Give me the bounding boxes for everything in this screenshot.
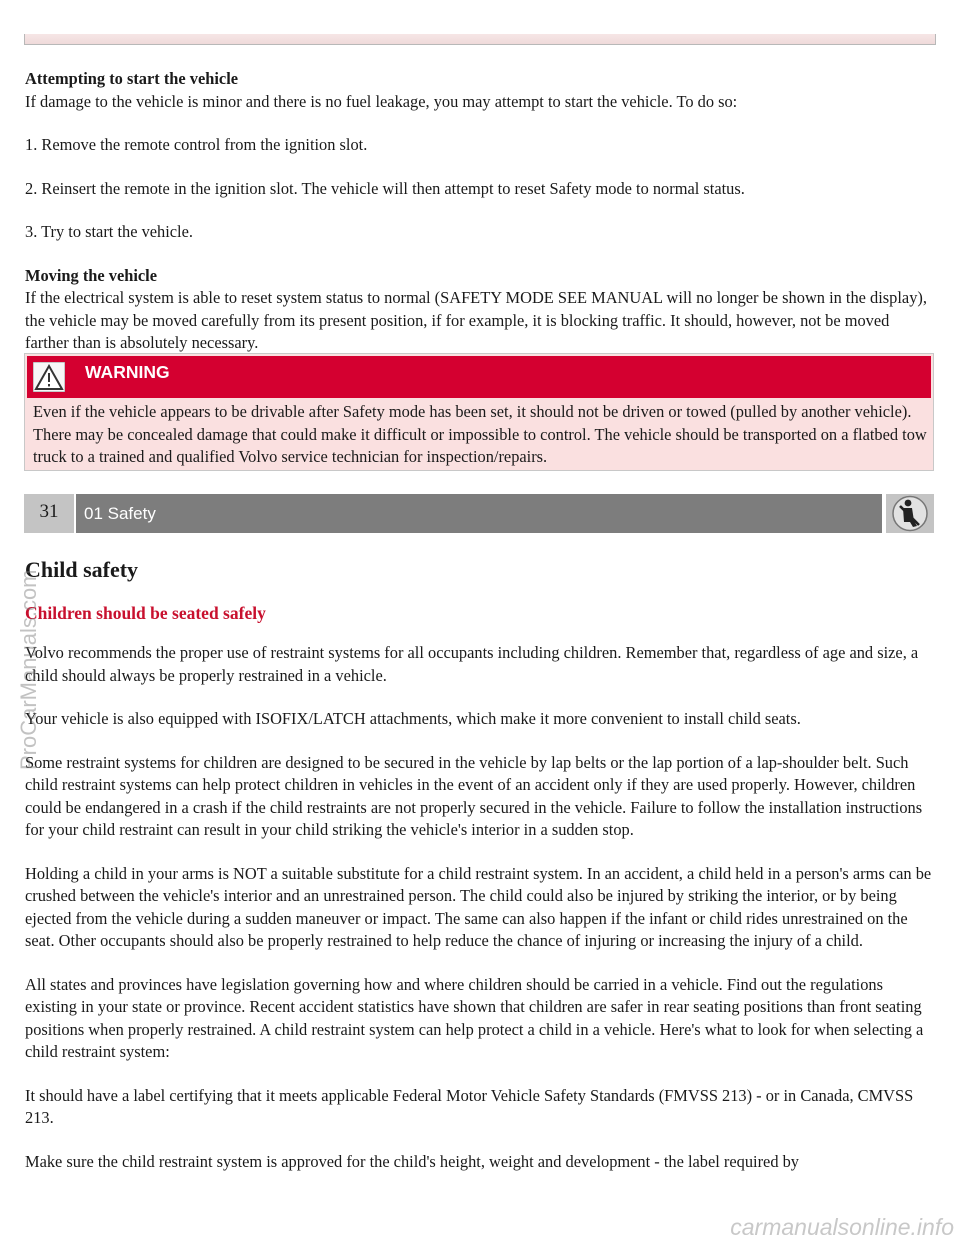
page-number: 31	[24, 494, 74, 533]
child-safety-title: Child safety	[25, 557, 139, 582]
step-3: 3. Try to start the vehicle.	[25, 222, 193, 241]
warning-header	[27, 356, 931, 398]
section-title: 01 Safety	[76, 494, 882, 533]
watermark: ProCarManuals.com	[16, 569, 41, 770]
step-2: 2. Reinsert the remote in the ignition slot. The vehicle will then attempt to reset Safety mode to normal status.	[25, 178, 745, 198]
paragraph-6: It should have a label certifying that it meets applicable Federal Motor Vehicle Safety Standards (FMVSS 213) - or in Canada, CMVSS 213.	[25, 1085, 914, 1127]
paragraph-7: Make sure the child restraint system is approved for the child's height, weight and development - the label required by	[25, 1151, 800, 1171]
step-1: 1. Remove the remote control from the ignition slot.	[25, 135, 368, 154]
paragraph-5: All states and provinces have legislation governing how and where children should be carried in a vehicle. Find out the regulations existing in your state or province. Recent accident statistics have shown that children are safer in rear seating positions than front seating positions when properly restrained. A child restraint system can help protect a child in a vehicle. Here's what to look for when selecting a child restraint system:	[25, 974, 924, 1061]
section-start-vehicle	[25, 68, 937, 355]
intro-text: If damage to the vehicle is minor and there is no fuel leakage, you may attempt to start the vehicle. To do so:	[25, 91, 738, 111]
seatbelt-icon	[886, 494, 934, 533]
heading-moving-vehicle: Moving the vehicle	[25, 265, 158, 285]
footer-url: carmanualsonline.info	[730, 1214, 954, 1240]
section-bar	[24, 494, 934, 533]
warning-triangle-icon	[33, 362, 65, 392]
paragraph-3: Some restraint systems for children are designed to be secured in the vehicle by lap belts or the lap portion of a lap-shoulder belt. Such child restraint systems can help protect children in vehicles in the event of an accident only if they are used properly. However, children could be endangered in a crash if the child restraints are not properly secured in the vehicle. Failure to follow the installation instructions for your child restraint can result in your child striking the vehicle's interior in a sudden stop.	[25, 752, 923, 839]
paragraph-2: Your vehicle is also equipped with ISOFIX/LATCH attachments, which make it more convenient to install child seats.	[25, 709, 801, 728]
warning-text: Even if the vehicle appears to be drivable after Safety mode has been set, it should not be driven or towed (pulled by another vehicle). There may be concealed damage that could make it difficult or impossible to control. The vehicle should be transported on a flatbed tow truck to a trained and qualified Volvo service technician for inspection/repairs.	[33, 402, 927, 466]
warning-box	[24, 353, 934, 471]
paragraph-4: Holding a child in your arms is NOT a suitable substitute for a child restraint system. In an accident, a child held in a person's arms can be crushed between the vehicle's interior and an unrestrained person. The child could also be injured by striking the interior, or by being ejected from the vehicle during a sudden maneuver or impact. The same can also happen if the infant or child rides unrestrained on the seat. Other occupants should also be properly restrained to help reduce the chance of injuring or increasing the injury of a child.	[25, 863, 932, 950]
heading-attempting-start: Attempting to start the vehicle	[25, 69, 239, 88]
moving-text: If the electrical system is able to reset system status to normal (SAFETY MODE SEE MANUAL will no longer be shown in the display), the vehicle may be moved carefully from its present position, if for example, it is blocking traffic. It should, however, not be moved farther than is absolutely necessary.	[25, 288, 927, 352]
paragraph-1: Volvo recommends the proper use of restraint systems for all occupants including children. Remember that, regardless of age and size, a child should always be properly restrained in a vehicle.	[25, 643, 919, 685]
child-safety-subtitle: Children should be seated safely	[25, 603, 266, 623]
top-header-bar	[24, 34, 936, 45]
section-icon-box	[886, 494, 934, 533]
section-child-safety	[25, 557, 937, 1173]
warning-title: WARNING	[85, 362, 170, 382]
